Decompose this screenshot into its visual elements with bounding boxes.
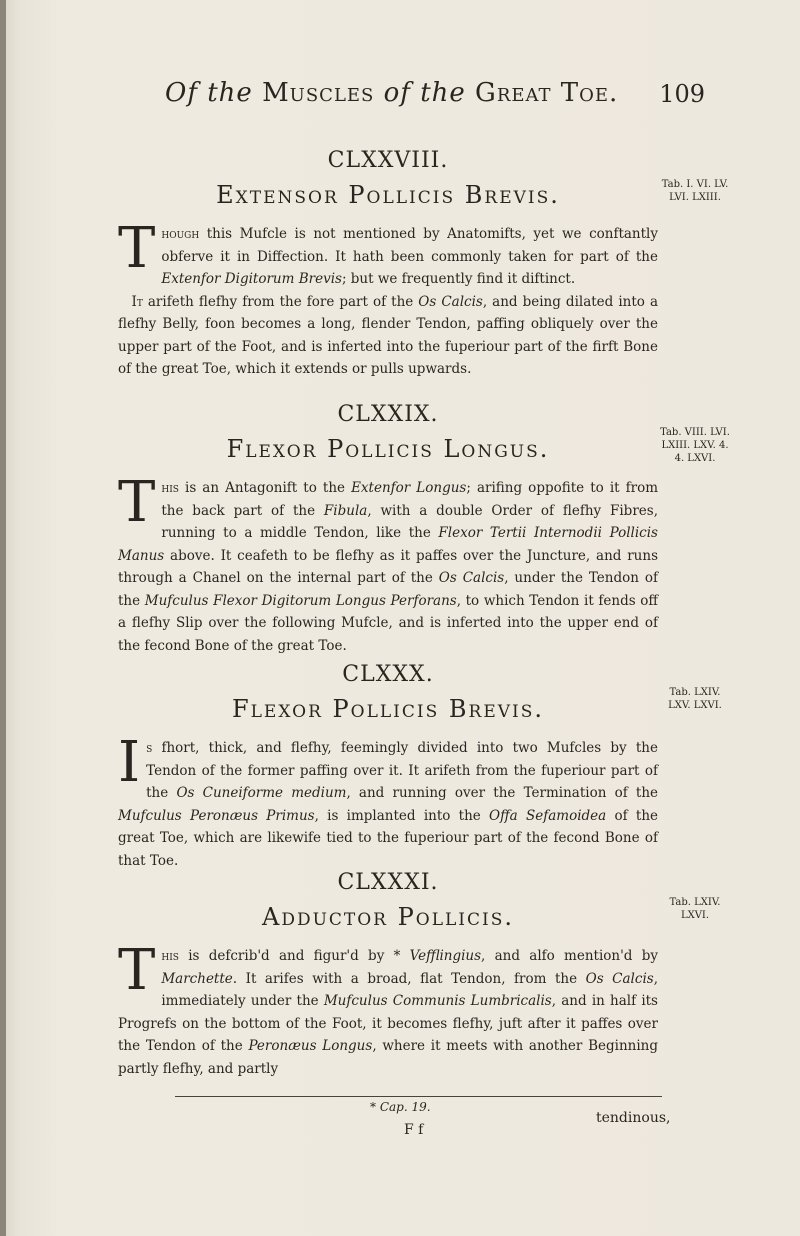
text-run: is an Antagonift to the xyxy=(178,480,352,496)
text-run: ; arifing oppofite to it from the back part of the xyxy=(161,480,658,519)
italic-term: Offa Sefamoidea xyxy=(489,807,607,824)
text-run: above. It ceafeth to be flefhy as it paffes over the Juncture, and runs through a Chanel on the internal part of the xyxy=(118,547,658,586)
margin-note-tab-refs: Tab. LXIV. LXV. LXVI. xyxy=(668,687,722,711)
drop-cap: T xyxy=(118,470,156,535)
text-run: of the great Toe, which are likewife tied to the fuperiour part of the fecond Bone of that Toe. xyxy=(118,807,658,869)
italic-term: Mufculus Flexor Digitorum Longus Perforans xyxy=(144,592,457,609)
running-head-title xyxy=(165,78,618,108)
italic-term: Os Calcis xyxy=(418,293,483,310)
italic-term: Mufculus Peronæus Primus xyxy=(118,807,315,824)
italic-term: Flexor Tertii Internodii Pollicis Manus xyxy=(118,525,658,564)
text-run: , and running over the Termination of the xyxy=(346,785,659,801)
footnote-rule xyxy=(175,1096,662,1097)
margin-note-tab-refs: Tab. LXIV. LXVI. xyxy=(669,897,721,921)
running-head-word-muscles: Muscles xyxy=(262,78,375,108)
text-run: , and in half its Progrefs on the bottom of the Foot, it becomes flefhy, juft after it paffes over the Tendon of the xyxy=(118,993,658,1054)
section-flexor-pollicis-brevis xyxy=(118,662,658,872)
italic-term: Peronæus Longus xyxy=(248,1038,373,1054)
italic-term: Vefflingius xyxy=(409,948,482,964)
lead-word: his xyxy=(161,948,179,964)
drop-cap: T xyxy=(118,216,156,281)
catchword: tendinous, xyxy=(596,1110,671,1126)
section-numeral: CLXXXI. xyxy=(337,870,439,895)
section-paragraph-2 xyxy=(118,291,658,381)
running-head-mid: of the xyxy=(383,78,466,108)
drop-cap: I xyxy=(118,730,141,795)
section-numeral: CLXXIX. xyxy=(337,402,439,427)
page-spine xyxy=(0,0,6,1236)
drop-cap: T xyxy=(118,938,156,1003)
text-run: arifeth flefhy from the fore part of the xyxy=(142,293,419,310)
text-run: , where it meets with another Beginning partly flefhy, and partly xyxy=(118,1038,658,1077)
text-run: , under the Tendon of the xyxy=(118,570,658,609)
lead-word: s xyxy=(146,740,153,756)
section-numeral: CLXXVIII. xyxy=(327,148,449,173)
section-numeral: CLXXX. xyxy=(342,662,434,687)
italic-term: Extenfor Digitorum Brevis xyxy=(161,271,342,287)
section-paragraph xyxy=(118,730,659,872)
text-run: fhort, thick, and flefhy, feemingly divided into two Mufcles by the Tendon of the former paffing over it. It arifeth from the fuperiour part of the xyxy=(146,740,658,801)
lead-word: It xyxy=(131,293,143,310)
lead-word: hough xyxy=(161,226,200,242)
text-run: is defcrib'd and figur'd by * xyxy=(178,948,410,964)
section-flexor-pollicis-longus xyxy=(118,402,658,657)
section-paragraph xyxy=(118,470,658,657)
running-head-word-toe: Great Toe. xyxy=(475,78,619,108)
italic-term: Fibula xyxy=(323,502,368,519)
section-heading: Flexor Pollicis Brevis. xyxy=(231,695,544,723)
text-run: , is implanted into the xyxy=(314,807,490,824)
section-adductor-pollicis xyxy=(118,870,658,1080)
lead-word: his xyxy=(161,480,179,496)
italic-term: Mufculus Communis Lumbricalis xyxy=(323,993,552,1009)
section-heading: Extensor Pollicis Brevis. xyxy=(216,181,560,209)
section-heading: Flexor Pollicis Longus. xyxy=(226,435,550,463)
text-run: , to which Tendon it fends off a flefhy Slip over the following Mufcle, and is inferted into the upper end of the fecond Bone of the great Toe. xyxy=(118,592,658,654)
page-number: 109 xyxy=(659,80,705,108)
margin-note-tab-refs: Tab. I. VI. LV. LVI. LXIII. xyxy=(661,179,729,203)
footnote: * Cap. 19. xyxy=(370,1100,431,1114)
margin-note-tab-refs: Tab. VIII. LVI. LXIII. LXV. 4. 4. LXVI. xyxy=(660,427,730,464)
italic-term: Marchette xyxy=(161,970,233,987)
italic-term: Os Cuneiforme medium xyxy=(176,785,347,801)
italic-term: Extenfor Longus xyxy=(351,480,467,496)
section-extensor-pollicis-brevis xyxy=(118,148,658,381)
italic-term: Os Calcis xyxy=(585,970,654,987)
text-run: , and alfo mention'd by xyxy=(481,948,658,964)
text-run: . It arifes with a broad, flat Tendon, from the xyxy=(232,970,586,987)
running-head xyxy=(165,78,705,118)
section-paragraph xyxy=(118,938,658,1080)
text-run: , with a double Order of flefhy Fibres, running to a middle Tendon, like the xyxy=(161,502,658,541)
text-run: , immediately under the xyxy=(161,970,658,1009)
section-heading: Adductor Pollicis. xyxy=(261,903,514,931)
text-run: , and being dilated into a flefhy Belly, foon becomes a long, flender Tendon, paffing obliquely over the upper part of the Foot, and is inferted into the fuperiour part of the firft Bone of the great Toe, which it extends or pulls upwards. xyxy=(118,293,658,377)
section-paragraph xyxy=(118,216,658,291)
running-head-prefix: Of the xyxy=(165,78,253,108)
text-run: this Mufcle is not mentioned by Anatomifts, yet we conftantly obferve it in Diffection. It hath been commonly taken for part of the xyxy=(161,226,658,265)
text-run: ; but we frequently find it diftinct. xyxy=(341,271,576,287)
signature-mark: F f xyxy=(404,1122,424,1138)
italic-term: Os Calcis xyxy=(438,570,505,586)
